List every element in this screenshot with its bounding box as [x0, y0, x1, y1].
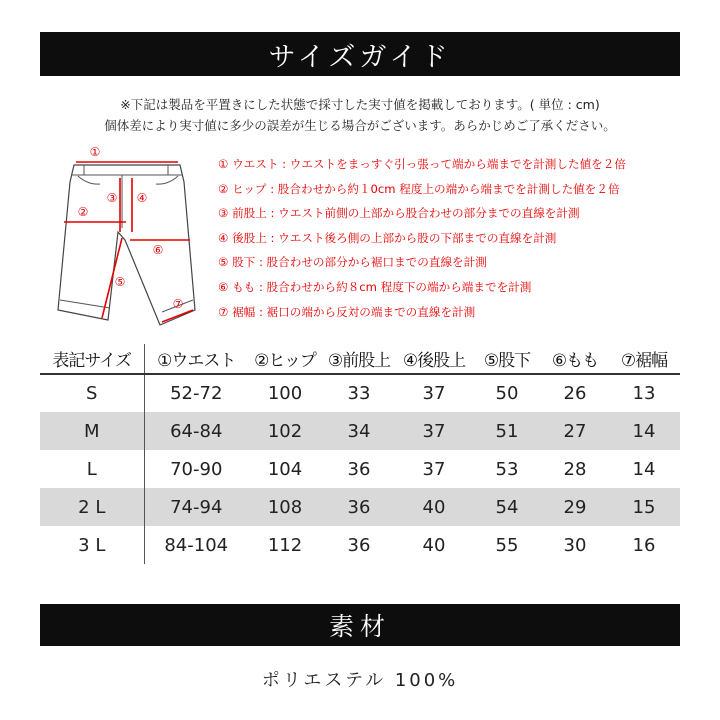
column-header: 表記サイズ [40, 344, 144, 374]
hem-left [60, 300, 110, 308]
marker-waist: ① [89, 145, 101, 159]
marker-back-rise: ④ [136, 191, 148, 205]
hem-arrow [162, 310, 193, 322]
table-cell: 104 [267, 458, 303, 480]
note-line: 個体差により実寸値に多少の誤差が生じる場合がございます。あらかじめご了承ください。 [104, 118, 616, 133]
table-cell: 36 [347, 534, 371, 556]
table-cell: 15 [608, 488, 680, 526]
table-row [40, 526, 680, 564]
legend-item-waist: ① ウエスト : ウエストをまっすぐ引っ張って端から端までを計測した値を２倍 [218, 157, 626, 171]
table-cell: 28 [563, 458, 587, 480]
table-cell: 50 [495, 383, 519, 404]
marker-hip: ② [77, 205, 89, 219]
table-cell: 53 [495, 458, 519, 480]
column-header: ⑤股下 [472, 344, 542, 374]
table-cell: 36 [322, 488, 396, 526]
table-cell: 26 [563, 383, 587, 404]
table-row [40, 450, 680, 488]
table-cell: 74-94 [144, 488, 248, 526]
table-cell: 108 [248, 488, 322, 526]
table-cell: 70-90 [170, 458, 223, 480]
shorts-diagram [50, 140, 198, 328]
marker-inseam: ⑤ [114, 275, 126, 289]
material-title: 素材 [328, 612, 391, 641]
table-row [40, 374, 680, 412]
table-cell: 100 [267, 383, 303, 404]
column-header: ⑦裾幅 [608, 344, 680, 374]
table-cell: 37 [422, 383, 446, 404]
table-cell: 55 [495, 534, 519, 556]
note-line: ※下記は製品を平置きにした状態で採寸した実寸値を掲載しております。( 単位 : cm) [120, 97, 600, 112]
table-cell: 37 [422, 458, 446, 480]
size-guide-title: サイズガイド [268, 41, 452, 73]
table-cell: 84-104 [164, 534, 229, 556]
table-cell: 16 [632, 534, 656, 556]
table-cell: 36 [347, 458, 371, 480]
legend-item-thigh: ⑥ もも : 股合わせから約８cm 程度下の端から端までを計測 [218, 279, 532, 294]
table-cell: 14 [608, 412, 680, 450]
pocket-left [78, 176, 100, 184]
table-cell: 27 [542, 412, 608, 450]
marker-thigh: ⑥ [152, 243, 164, 257]
legend-item-hip: ② ヒップ : 股合わせから約１0cm 程度上の端から端までを計測した値を２倍 [218, 181, 620, 196]
legend-item-inseam: ⑤ 股下 : 股合わせの部分から裾口までの直線を計測 [218, 255, 487, 270]
size-label: L [40, 450, 144, 488]
table-cell: 40 [422, 534, 446, 556]
size-label: S [40, 374, 144, 412]
table-cell: 30 [563, 534, 587, 556]
size-label: 2 L [40, 488, 144, 526]
marker-hem: ⑦ [172, 297, 184, 311]
table-cell: 13 [632, 383, 656, 404]
column-header: ④後股上 [396, 344, 472, 374]
column-header: ①ウエスト [144, 344, 248, 374]
material-composition: ポリエステル 100% [261, 670, 459, 691]
material-header [40, 604, 680, 646]
legend-item-back-rise: ④ 後股上 : ウエスト後ろ側の上部から股の下部までの直線を計測 [218, 230, 557, 245]
table-cell: 112 [267, 534, 303, 556]
table-cell: 54 [472, 488, 542, 526]
size-guide-header [40, 32, 680, 76]
column-header: ③前股上 [322, 344, 396, 374]
table-cell: 29 [542, 488, 608, 526]
table-cell: 33 [347, 383, 371, 404]
table-cell: 14 [632, 458, 656, 480]
table-cell: 102 [248, 412, 322, 450]
table-row [40, 488, 680, 526]
legend-item-hem: ⑦ 裾幅 : 裾口の端から反対の端までの直線を計測 [218, 304, 476, 319]
table-cell: 40 [396, 488, 472, 526]
pocket-right [156, 176, 178, 184]
table-row [40, 412, 680, 450]
measurement-note [40, 94, 680, 136]
table-cell: 52-72 [170, 383, 223, 404]
size-label: 3 L [40, 526, 144, 564]
legend-item-front-rise: ③ 前股上 : ウエスト前側の上部から股合わせの部分までの直線を計測 [218, 206, 580, 221]
size-label: M [40, 412, 144, 450]
measurement-legend [218, 152, 688, 324]
column-header: ②ヒップ [248, 344, 322, 374]
marker-front-rise: ③ [106, 191, 118, 205]
table-cell: 37 [396, 412, 472, 450]
table-cell: 51 [472, 412, 542, 450]
size-table [40, 344, 680, 564]
table-cell: 34 [322, 412, 396, 450]
column-header: ⑥もも [542, 344, 608, 374]
table-header-row [40, 344, 680, 374]
table-cell: 64-84 [144, 412, 248, 450]
